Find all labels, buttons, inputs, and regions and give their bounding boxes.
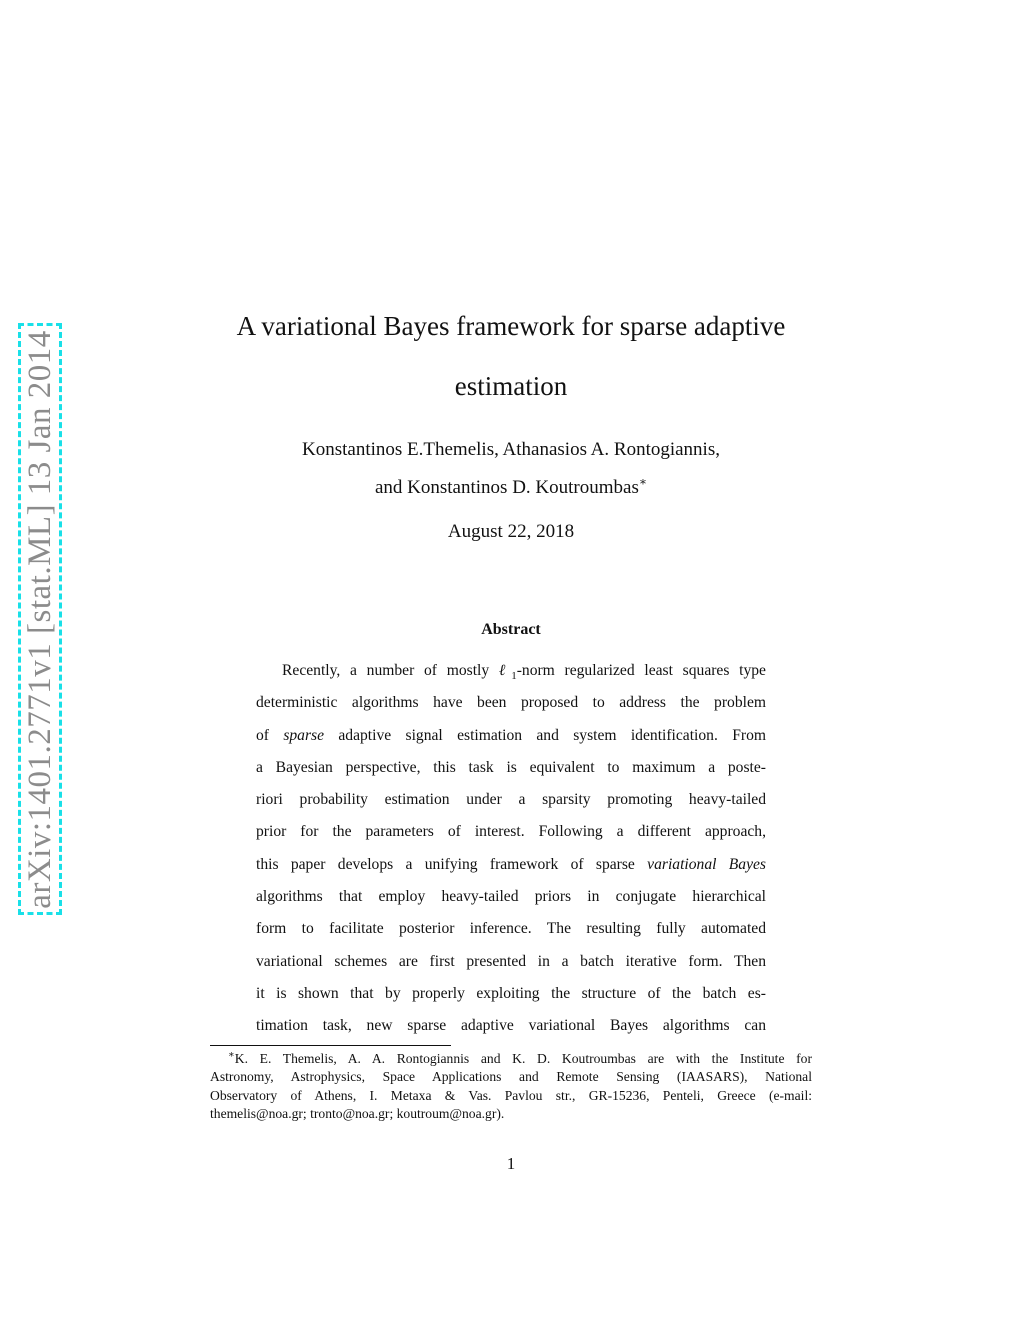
- emphasis-variational-bayes: variational Bayes: [647, 855, 766, 873]
- abstract-line-3: [256, 720, 766, 752]
- footnote-mark: ∗: [228, 1049, 235, 1061]
- ell-subscript: 1: [511, 670, 517, 683]
- abstract-heading: Abstract: [481, 621, 541, 638]
- arxiv-identifier: arXiv:1401.2771v1 [stat.ML] 13 Jan 2014: [21, 329, 58, 909]
- abstract-line-7-pre: this paper develops a unifying framework of sparse: [256, 855, 648, 873]
- footnote-line-3: Observatory of Athens, I. Metaxa & Vas. Pavlou str., GR-15236, Penteli, Greece (e-mail:: [210, 1087, 812, 1103]
- abstract-line-5: riori probability estimation under a sparsity promoting heavy-tailed: [256, 791, 766, 809]
- authors-line-2-text: and Konstantinos D. Koutroumbas: [374, 477, 639, 498]
- author-footnote-mark: ∗: [638, 474, 648, 489]
- page-number: 1: [506, 1154, 516, 1173]
- abstract-line-7: [256, 849, 766, 881]
- abstract-line-8: algorithms that employ heavy-tailed priors in conjugate hierarchical: [256, 888, 766, 906]
- title-line-1: A variational Bayes framework for sparse adaptive: [236, 311, 786, 341]
- abstract-line-10: variational schemes are first presented in a batch iterative form. Then: [256, 952, 766, 970]
- arxiv-stamp: [18, 323, 62, 915]
- footnote-rule: [210, 1045, 451, 1046]
- abstract-line-6: prior for the parameters of interest. Following a different approach,: [256, 823, 766, 841]
- abstract-body: [256, 655, 766, 1043]
- abstract-line-3-post: adaptive signal estimation and system identification. From: [324, 726, 766, 744]
- abstract-line-12: timation task, new sparse adaptive variational Bayes algorithms can: [256, 1017, 766, 1035]
- footnote-line-2: Astronomy, Astrophysics, Space Applications and Remote Sensing (IAASARS), National: [210, 1069, 812, 1085]
- paper-title: [180, 296, 842, 416]
- authors-line-2: [180, 469, 842, 507]
- abstract-line-3-pre: of: [256, 726, 284, 744]
- abstract-line-11: it is shown that by properly exploiting the structure of the batch es-: [256, 984, 766, 1002]
- authors-line-1: Konstantinos E.Themelis, Athanasios A. Rontogiannis,: [302, 439, 720, 460]
- abstract-line-9: form to facilitate posterior inference. The resulting fully automated: [256, 920, 766, 938]
- footnote-line-1: [210, 1050, 812, 1068]
- abstract-line-4: a Bayesian perspective, this task is equivalent to maximum a poste-: [256, 758, 766, 776]
- footnote-line-4: themelis@noa.gr; tronto@noa.gr; koutroum@noa.gr).: [210, 1106, 505, 1122]
- title-line-2: estimation: [454, 371, 568, 401]
- abstract-line-1: [256, 655, 766, 687]
- abstract-line-1-pre: Recently, a number of mostly: [282, 662, 499, 679]
- footnote: [210, 1050, 812, 1124]
- footnote-line-1-text: K. E. Themelis, A. A. Rontogiannis and K. D. Koutroumbas are with the Institute for: [234, 1051, 812, 1066]
- ell-symbol: ℓ: [498, 662, 512, 679]
- abstract-line-2: deterministic algorithms have been proposed to address the problem: [256, 694, 766, 712]
- abstract-line-1-post: -norm regularized least squares type: [516, 662, 766, 679]
- emphasis-sparse: sparse: [283, 726, 325, 744]
- paper-date: August 22, 2018: [447, 521, 575, 542]
- author-list: [180, 431, 842, 507]
